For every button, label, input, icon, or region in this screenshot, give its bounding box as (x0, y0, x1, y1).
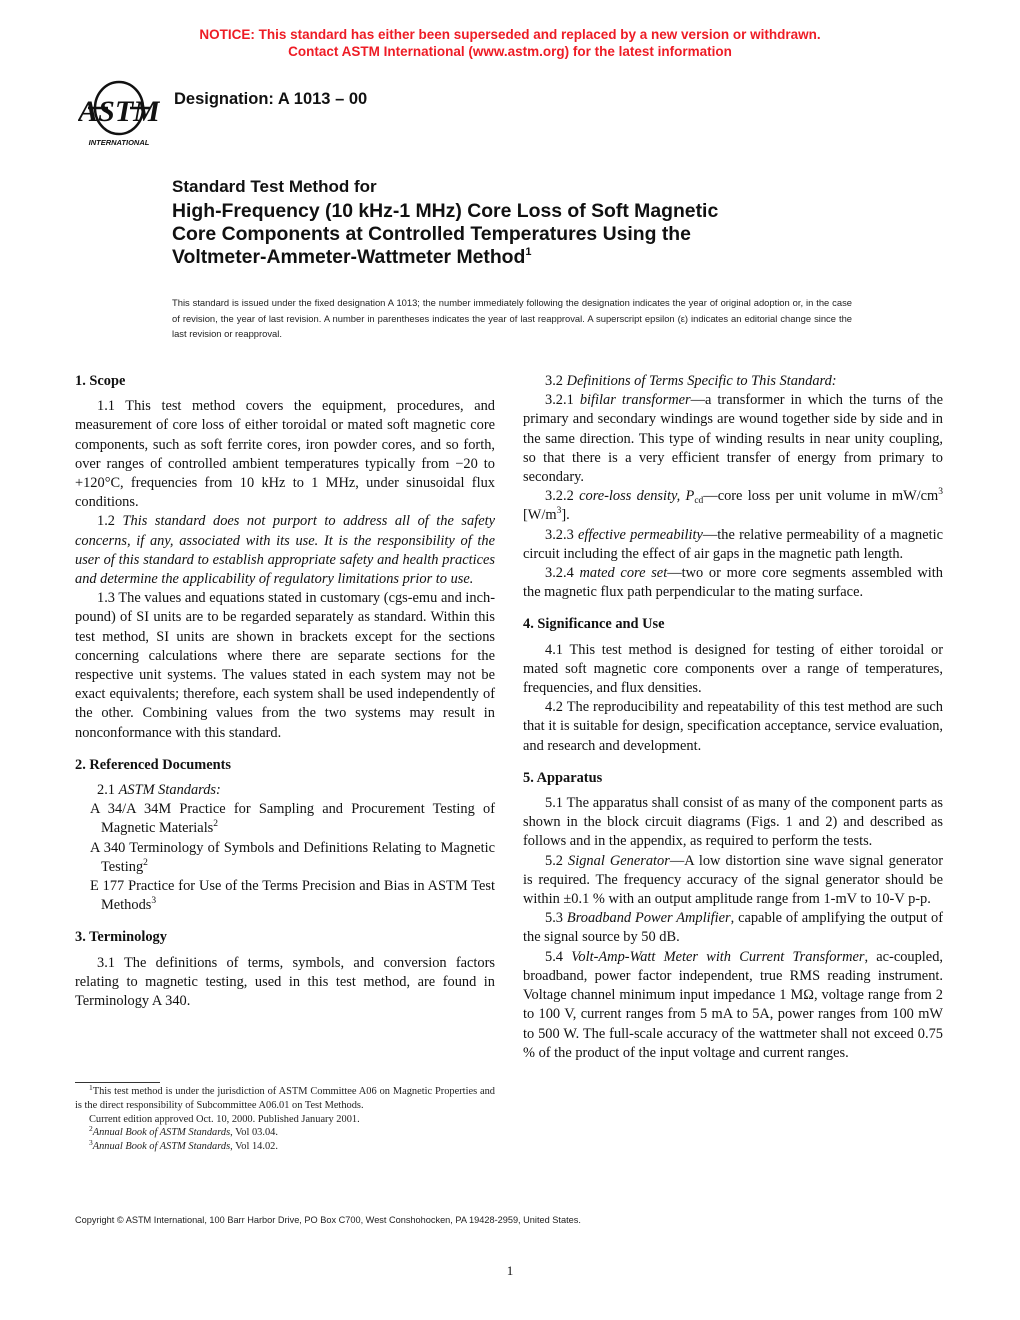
footnote-rule (75, 1082, 160, 1083)
footnote-1-edition: Current edition approved Oct. 10, 2000. Published January 2001. (89, 1113, 360, 1125)
logo-subtext: INTERNATIONAL (88, 138, 150, 147)
notice-line-2: Contact ASTM International (www.astm.org) for the latest information (288, 44, 732, 59)
footnote-2: $^2$Annual Book of ASTM Standards, Vol 03.04. (89, 1124, 278, 1139)
reference-e177: E 177 Practice for Use of the Terms Precision and Bias in ASTM Test Methods$^3$ (90, 878, 495, 914)
title-main (172, 200, 892, 269)
para-2-1: 2.1 ASTM Standards: (97, 782, 221, 799)
title-line-1: Standard Test Method for (172, 177, 377, 196)
logo-mark: ASTM (78, 95, 160, 128)
section-2-heading: 2. Referenced Documents (75, 756, 231, 773)
footnote-3: $^3$Annual Book of ASTM Standards, Vol 14.02. (89, 1138, 278, 1153)
section-1-heading: 1. Scope (75, 373, 126, 389)
reference-a340: A 340 Terminology of Symbols and Definitions Relating to Magnetic Testing$^2$ (90, 839, 495, 875)
section-4-heading: 4. Significance and Use (523, 616, 665, 633)
para-5-1: 5.1 The apparatus shall consist of as many of the component parts as shown in the block circuit diagrams (Figs. 1 and 2) and described as follows and in the appendix, as required to perform the tests. (523, 795, 943, 850)
copyright-line: Copyright © ASTM International, 100 Barr Harbor Drive, PO Box C700, West Conshohocken, PA 19428-2959, United States. (75, 1215, 581, 1225)
para-3-2-1: 3.2.1 bifilar transformer—a transformer in which the turns of the primary and secondary windings are wound together side by side and in the same direction. This type of winding results in near unity coupling, so that there is a very efficient transfer of energy from primary to secondary. (523, 392, 943, 486)
withdrawn-notice (0, 26, 1020, 60)
section-3-heading: 3. Terminology (75, 929, 167, 946)
para-5-3: 5.3 Broadband Power Amplifier, capable of amplifying the output of the signal source by 50 dB. (523, 910, 943, 946)
title-line-3: Core Components at Controlled Temperatures Using the (172, 223, 691, 245)
para-3-2: 3.2 Definitions of Terms Specific to This Standard: (545, 373, 837, 389)
para-1-2: 1.2 This standard does not purport to address all of the safety concerns, if any, associated with its use. It is the responsibility of the user of this standard to establish appropriate safety and health practices and determine the applicability of regulatory limitations prior to use. (75, 513, 495, 588)
footnotes (75, 1082, 495, 1154)
title-line-2: High-Frequency (10 kHz-1 MHz) Core Loss of Soft Magnetic (172, 200, 719, 222)
reference-a34: A 34/A 34M Practice for Sampling and Procurement Testing of Magnetic Materials$^2$ (90, 801, 495, 837)
astm-logo (78, 76, 160, 148)
para-3-2-4: 3.2.4 mated core set—two or more core segments assembled with the magnetic flux path perpendicular to the mating surface. (523, 565, 944, 601)
section-5-heading: 5. Apparatus (523, 769, 603, 786)
designation: Designation: A 1013 – 00 (174, 90, 368, 108)
title-footnote-mark: 1 (525, 246, 532, 258)
document-title (172, 176, 892, 269)
issuance-statement: This standard is issued under the fixed designation A 1013; the number immediately following the designation indicates the year of original adoption or, in the case of revision, the year of last revision. A number in parentheses indicates the year of last reapproval. A superscript epsilon (ε) indicates an editorial change since the last revision or reapproval. (172, 297, 852, 339)
left-column (75, 372, 495, 1011)
para-3-2-2: 3.2.2 core-loss density, $P_{cd}—core$ loss per unit volume in $mW/cm^3$ $[W/m^3]$. (523, 487, 943, 524)
para-5-2: 5.2 Signal Generator—A low distortion sine wave signal generator is required. The frequency accuracy of the signal generator should be within ±0.1 % with an output amplitude range from 1-mV to 10-V p-p. (523, 852, 944, 908)
para-1-1: 1.1 This test method covers the equipment, procedures, and measurement of core loss of either toroidal or mated soft magnetic core components, such as soft ferrite cores, iron powder cores, and so forth, over ranges of controlled ambient temperatures typically from −20 to +120°C, frequencies from 10 kHz to 1 MHz, under sinusoidal flux conditions. (75, 398, 495, 511)
para-1-3: 1.3 The values and equations stated in customary (cgs-emu and inch-pound) of SI units are to be regarded separately as standard. Within this test method, SI units are shown in brackets except for the sections concerning calculations where there are separate sections for the respective unit systems. The values stated in each system may not be exact equivalents; therefore, each system shall be used independently of the other. Combining values from the two systems may result in nonconformance with this standard. (75, 590, 495, 741)
para-4-1: 4.1 This test method is designed for testing of either toroidal or mated soft magnetic core components over a range of temperatures, frequencies, and flux densities. (523, 641, 943, 697)
footnote-1: $^1$This test method is under the jurisdiction of ASTM Committee A06 on Magnetic Properties and is the direct responsibility of Subcommittee A06.01 on Test Methods. (75, 1083, 495, 1111)
notice-line-1: NOTICE: This standard has either been superseded and replaced by a new version or withdrawn. (199, 27, 821, 42)
para-3-1: 3.1 The definitions of terms, symbols, and conversion factors relating to magnetic testing, used in this test method, are found in Terminology A 340. (75, 954, 495, 1010)
right-column (523, 372, 943, 1063)
para-4-2: 4.2 The reproducibility and repeatability of this test method are such that it is suitable for design, specification acceptance, service evaluation, and research and development. (523, 699, 943, 754)
page-number: 1 (506, 1263, 514, 1278)
title-line-4: Voltmeter-Ammeter-Wattmeter Method$^1$ (172, 246, 532, 268)
para-5-4: 5.4 Volt-Amp-Watt Meter with Current Transformer, ac-coupled, broadband, power factor independent, true RMS reading instrument. Voltage channel minimum input impedance 1 MΩ, voltage range from 2 to 100 V, current ranges from 5 mA to 5A, power ranges from 100 mW to 500 W. The full-scale accuracy of the wattmeter shall not exceed 0.75 % of the product of the input voltage and current ranges. (523, 948, 943, 1061)
para-3-2-3: 3.2.3 effective permeability—the relative permeability of a magnetic circuit including the effect of air gaps in the magnetic path length. (523, 526, 943, 562)
